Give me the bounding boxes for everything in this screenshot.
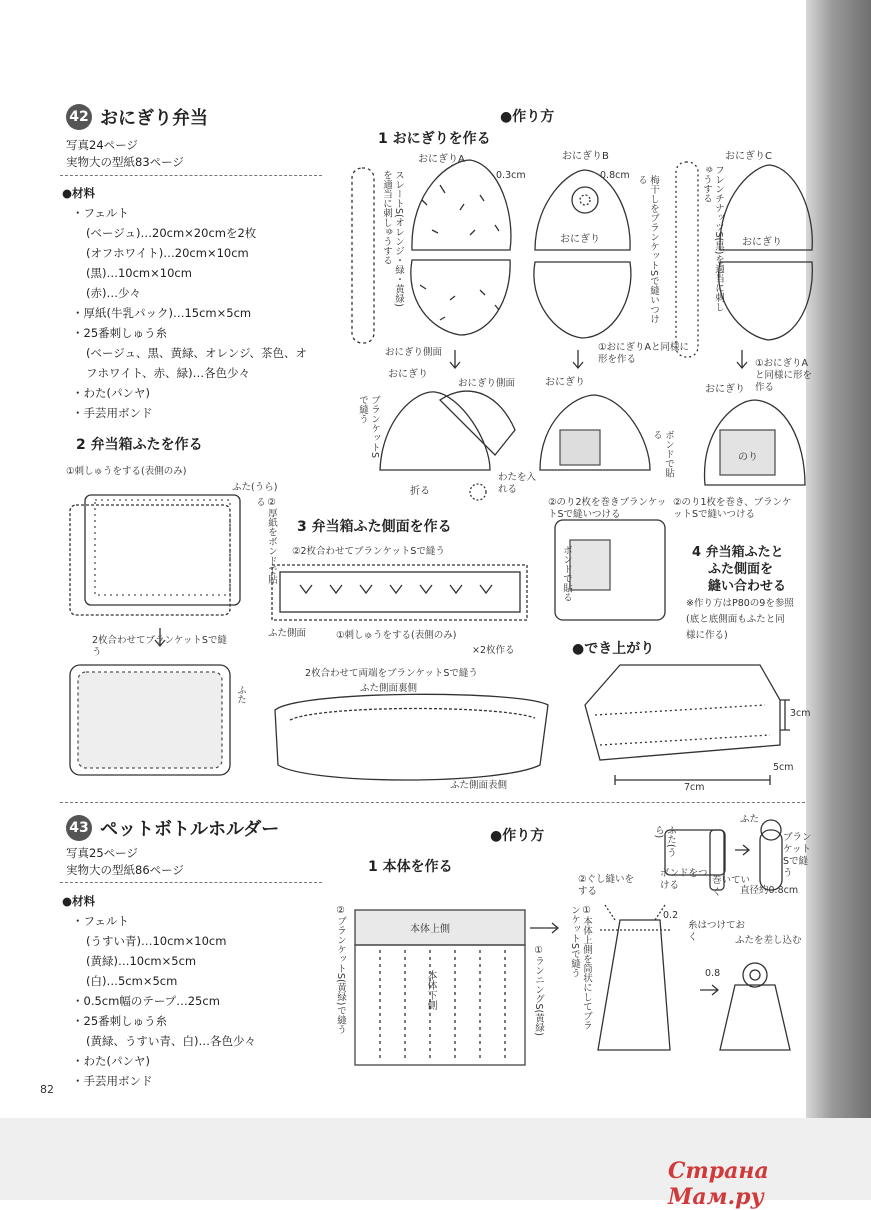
onigiri-b-text-2: おにぎり — [545, 377, 585, 388]
note-b-ume: 梅干しをブランケットSで縫いつける — [636, 175, 659, 324]
blanket-yellowgreen-note: ②ブランケットS(黄緑)で縫う — [335, 905, 346, 1034]
dim-7cm: 7cm — [684, 782, 705, 793]
measure-08: 0.8cm — [600, 170, 630, 181]
s3-embroider-note: ①刺しゅうをする(表側のみ) — [336, 630, 457, 641]
b-same-note: ①おにぎりAと同様に形を作る — [598, 342, 690, 365]
running-stitch-note: ①ランニングS(黄緑) — [533, 945, 544, 1036]
project-42-pattern-ref: 実物大の型紙83ページ — [66, 155, 184, 169]
material-line: (赤)…少々 — [86, 286, 141, 300]
divider — [60, 175, 322, 176]
step-4-note-1: ※作り方はP80の9を参照 — [686, 598, 794, 609]
howto-heading-42: ●作り方 — [500, 109, 555, 125]
insert-lid-note: ふたを差し込む — [735, 935, 802, 946]
material-line: ・フェルト — [72, 914, 129, 928]
material-line: ・0.5cm幅のテープ…25cm — [72, 994, 220, 1008]
onigiri-c-text-2: おにぎり — [705, 384, 745, 395]
body-top-label: 本体上側 — [410, 924, 450, 935]
s3-glue-note: ボンドで貼る — [561, 545, 572, 602]
dim-5cm: 5cm — [773, 762, 794, 773]
c-same-note: ①おにぎりAと同様に形を作る — [755, 358, 813, 393]
lid-back-label: ふた(うら) — [653, 825, 676, 858]
lid-label: ふた — [740, 814, 760, 825]
step-4-title — [692, 544, 786, 595]
onigiri-b-assembly — [540, 395, 650, 470]
material-line: (黒)…10cm×10cm — [86, 266, 192, 280]
material-line: ・手芸用ボンド — [72, 1074, 153, 1088]
s3-times-two: ×2枚作る — [472, 645, 515, 656]
onigiri-c-label: おにぎりC — [725, 151, 772, 162]
section-divider — [60, 802, 805, 803]
tube-note: ①本体上側を筒状にしてブランケットSで縫う — [569, 905, 592, 1030]
page-number: 82 — [40, 1083, 54, 1096]
dim-3cm: 3cm — [790, 708, 811, 719]
onigiri-a-assembly — [380, 391, 515, 500]
finished-heading: ●でき上がり — [572, 641, 655, 657]
onigiri-c-text: おにぎり — [742, 237, 782, 248]
onigiri-b-text: おにぎり — [560, 234, 600, 245]
material-line: (黄緑、うすい青、白)…各色少々 — [86, 1034, 256, 1048]
b-nori-note: ②のり2枚を巻きブランケットSで縫いつける — [548, 497, 667, 520]
a-side-label-2: おにぎり側面 — [458, 378, 516, 389]
onigiri-b-pattern — [534, 170, 631, 338]
s3-side-label: ふた側面 — [268, 628, 307, 639]
s2-sew-note: 2枚合わせてブランケットSで縫う — [92, 635, 227, 658]
material-line: (白)…5cm×5cm — [86, 974, 178, 988]
fold-label: 折る — [410, 486, 430, 497]
measure-08b: 0.8 — [705, 968, 721, 979]
measure-03: 0.3cm — [496, 170, 526, 181]
step-3-title: 3 弁当箱ふた側面を作る — [297, 519, 452, 535]
material-line: (オフホワイト)…20cm×10cm — [86, 246, 249, 260]
stuff-label: わたを入れる — [498, 472, 537, 495]
watermark-logo: Страна Мам.ру — [668, 1158, 769, 1210]
s3-front-label: ふた側面表側 — [450, 780, 508, 791]
roll-note: 巻いていく — [712, 875, 751, 898]
p43-step-1-title: 1 本体を作る — [368, 859, 453, 875]
project-43-title — [66, 815, 279, 841]
s2-lid-back: ふた(うら) — [232, 482, 278, 493]
diameter-note: 直径約0.8cm — [740, 885, 799, 896]
note-c-french-knot: フレンチナッツS(黒)を適当に刺しゅうする — [701, 165, 724, 312]
step-1-title: 1 おにぎりを作る — [378, 131, 491, 147]
onigiri-a-pattern — [352, 160, 511, 343]
material-line: (うすい青)…10cm×10cm — [86, 934, 227, 948]
step-2-title: 2 弁当箱ふたを作る — [76, 437, 203, 453]
material-line: ・手芸用ボンド — [72, 406, 153, 420]
material-line: ・25番刺しゅう糸 — [72, 1014, 168, 1028]
step-4-note-3: 様に作る) — [686, 630, 728, 641]
onigiri-b-label: おにぎりB — [562, 151, 609, 162]
materials-heading: ●材料 — [62, 894, 96, 908]
thread-note: 糸はつけておく — [688, 920, 746, 943]
step-4-note — [686, 598, 806, 642]
s3-ends-note: 2枚合わせて両端をブランケットSで縫う — [305, 668, 478, 679]
project-42-title — [66, 104, 208, 130]
project-43-photo-ref: 写真25ページ — [66, 846, 138, 860]
onigiri-a-label: おにぎりA — [418, 154, 465, 165]
step-4-note-2: (底と底側面もふたと同 — [686, 614, 785, 625]
project-42-photo-ref: 写真24ページ — [66, 138, 138, 152]
divider — [60, 882, 322, 883]
material-line: (黄緑)…10cm×5cm — [86, 954, 197, 968]
body-bottom-label: 本体下側 — [425, 970, 436, 1010]
step-4-line-2: ふた側面を — [708, 562, 774, 577]
measure-02: 0.2 — [663, 910, 679, 921]
howto-heading-43: ●作り方 — [490, 828, 545, 844]
glue-apply-note: ボンドをつける — [660, 868, 708, 891]
project-42-number: 42 — [66, 104, 92, 130]
project-42-materials — [62, 183, 322, 423]
material-line: (ベージュ)…20cm×20cmを2枚 — [86, 226, 257, 240]
project-43-number: 43 — [66, 815, 92, 841]
s2-embroider-note: ①刺しゅうをする(表側のみ) — [66, 466, 187, 477]
s3-back-label: ふた側面裏側 — [360, 683, 418, 694]
s2-lid-label: ふた — [235, 685, 246, 704]
material-line: ・厚紙(牛乳パック)…15cm×5cm — [72, 306, 252, 320]
material-line: ・わた(パンヤ) — [72, 386, 150, 400]
project-43-materials — [62, 891, 322, 1091]
project-43-pattern-ref: 実物大の型紙86ページ — [66, 863, 184, 877]
a-side-label: おにぎり側面 — [385, 347, 443, 358]
material-line: ・25番刺しゅう糸 — [72, 326, 168, 340]
project-43-title-text: ペットボトルホルダー — [100, 819, 280, 840]
glue-note: ボンドで貼る — [651, 430, 674, 478]
onigiri-c-assembly — [705, 400, 805, 485]
c-nori-note: ②のり1枚を巻き、ブランケットSで縫いつける — [673, 497, 792, 520]
s3-sew-note: ②2枚合わせてブランケットSで縫う — [292, 546, 445, 557]
material-line: フホワイト、赤、緑)…各色少々 — [86, 366, 251, 380]
gather-note: ②ぐし縫いをする — [578, 874, 635, 897]
s2-card-note: ②厚紙をボンドで貼る — [254, 497, 277, 584]
step-4-line-3: 縫い合わせる — [708, 579, 787, 594]
materials-heading: ●材料 — [62, 186, 96, 200]
note-a-embroidery: スレートS(オレンジ・緑・黄緑)を適当に刺しゅうする — [381, 170, 404, 307]
nori-label: のり — [738, 452, 758, 463]
step-4-line-1: 4 弁当箱ふたと — [692, 545, 784, 560]
material-line: ・フェルト — [72, 206, 129, 220]
blanket-note: ブランケットSで縫う — [357, 395, 380, 459]
material-line: ・わた(パンヤ) — [72, 1054, 150, 1068]
project-42-title-text: おにぎり弁当 — [100, 108, 208, 129]
onigiri-c-pattern — [676, 162, 812, 357]
material-line: (ベージュ、黒、黄緑、オレンジ、茶色、オ — [86, 346, 308, 360]
onigiri-a-text: おにぎり — [388, 369, 428, 380]
blanket-lid-note: ブランケットSで縫う — [783, 832, 812, 879]
